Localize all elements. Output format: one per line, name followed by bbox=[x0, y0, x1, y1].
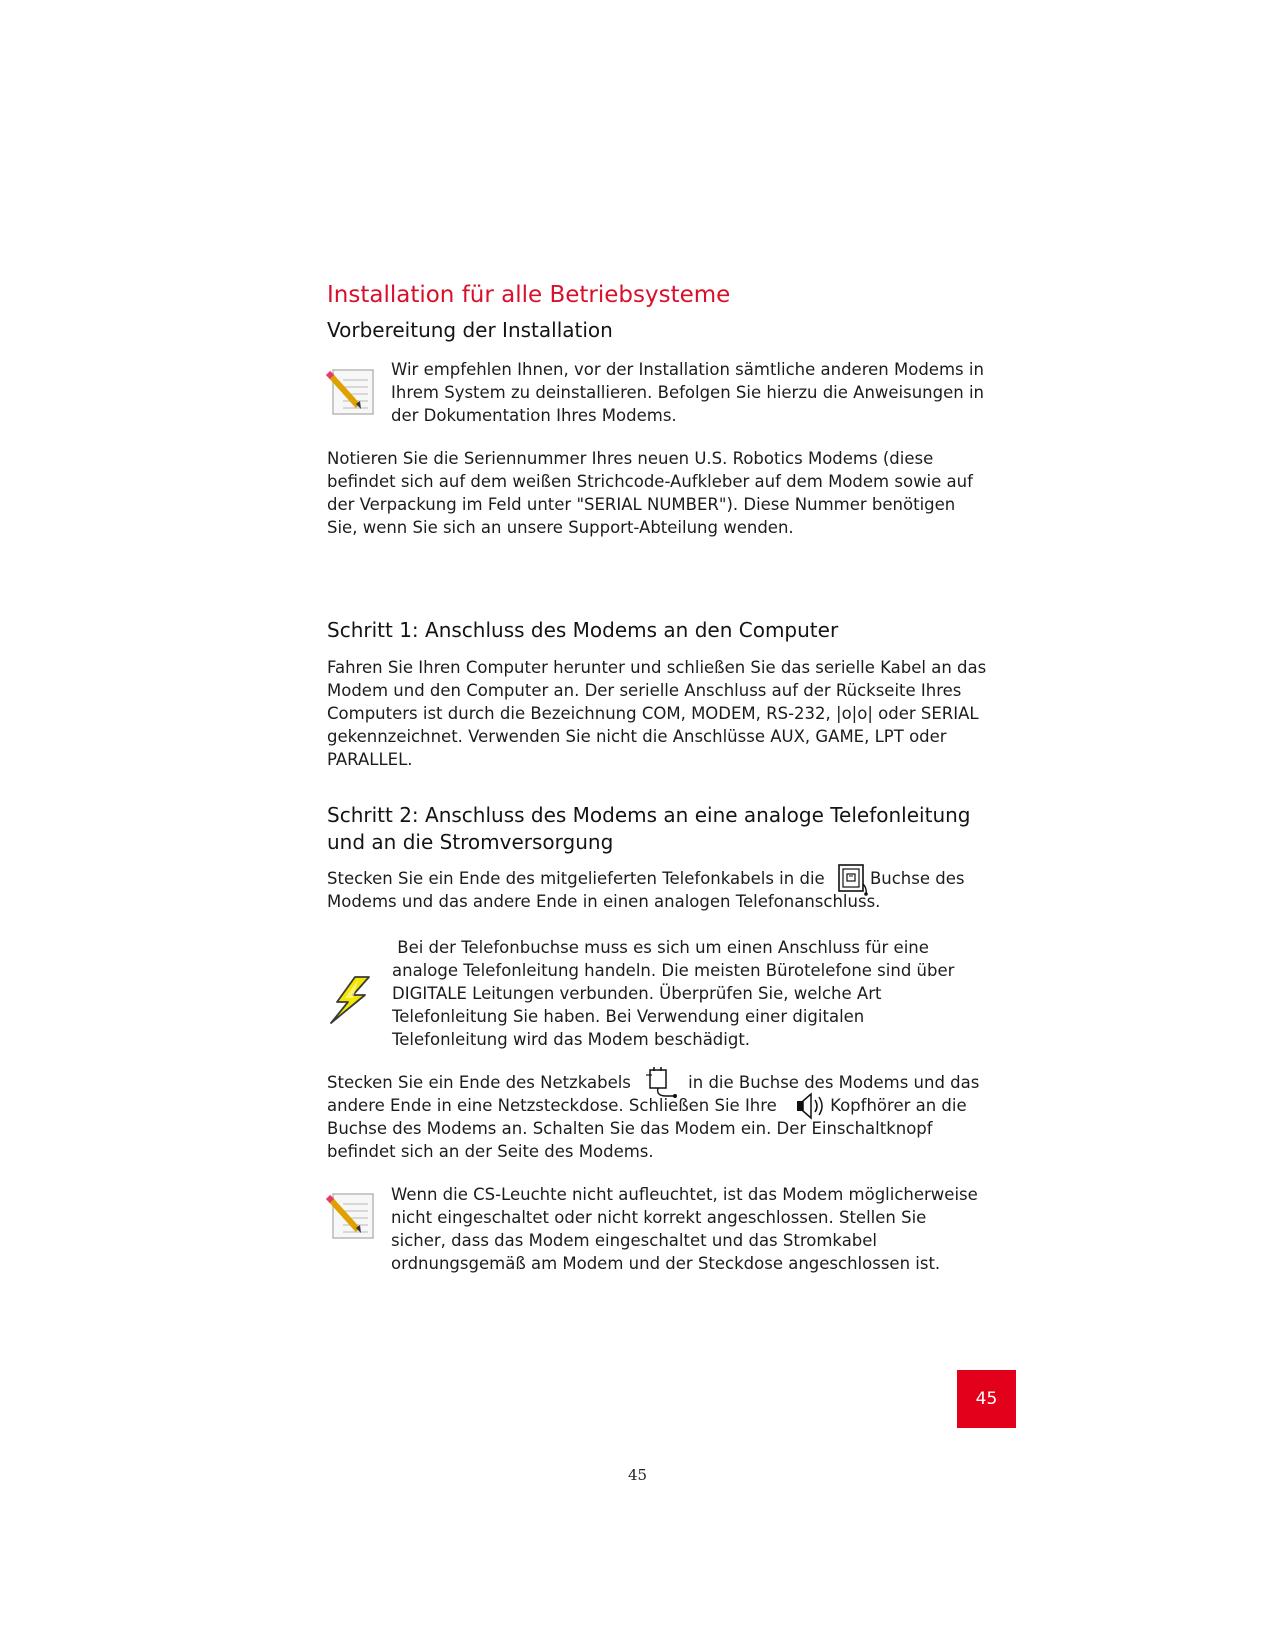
paragraph-line bbox=[327, 867, 964, 890]
paragraph-line bbox=[327, 1094, 979, 1117]
warning-line: DIGITALE Leitungen verbunden. Überprüfen Sie, welche Art bbox=[392, 984, 882, 1003]
paragraph-line bbox=[327, 1071, 979, 1094]
paragraph-phone-cable bbox=[327, 867, 964, 913]
paragraph-line: Modems und das andere Ende in einen analogen Telefonanschluss. bbox=[327, 892, 881, 911]
text-run: Stecken Sie ein Ende des mitgelieferten Telefonkabels in die bbox=[327, 869, 825, 888]
paragraph-line: Computers ist durch die Bezeichnung COM, MODEM, RS-232, |o|o| oder SERIAL bbox=[327, 704, 979, 723]
heading-line: Schritt 2: Anschluss des Modems an eine analoge Telefonleitung bbox=[327, 803, 971, 827]
warning-block-analog-line bbox=[392, 936, 954, 1051]
text-run: Stecken Sie ein Ende des Netzkabels bbox=[327, 1073, 631, 1092]
headphone-speaker-icon bbox=[794, 1091, 830, 1121]
paragraph-power-cable bbox=[327, 1071, 979, 1163]
section-heading-step2 bbox=[327, 802, 971, 856]
note-pencil-icon bbox=[325, 368, 377, 418]
paragraph-line: PARALLEL. bbox=[327, 750, 413, 769]
text-run: Kopfhörer an die bbox=[830, 1096, 967, 1115]
warning-line: analoge Telefonleitung handeln. Die meisten Bürotelefone sind über bbox=[392, 961, 955, 980]
paragraph-line: befindet sich an der Seite des Modems. bbox=[327, 1142, 654, 1161]
paragraph-line: gekennzeichnet. Verwenden Sie nicht die Anschlüsse AUX, GAME, LPT oder bbox=[327, 727, 947, 746]
note-line: der Dokumentation Ihres Modems. bbox=[391, 406, 677, 425]
paragraph-line: befindet sich auf dem weißen Strichcode-Aufkleber auf dem Modem sowie auf bbox=[327, 472, 973, 491]
section-heading-preparation: Vorbereitung der Installation bbox=[327, 318, 613, 342]
paragraph-line: Fahren Sie Ihren Computer herunter und schließen Sie das serielle Kabel an das bbox=[327, 658, 987, 677]
warning-line: Telefonleitung Sie haben. Bei Verwendung einer digitalen bbox=[392, 1007, 865, 1026]
section-heading-step1: Schritt 1: Anschluss des Modems an den Computer bbox=[327, 618, 839, 642]
text-run: Buchse des bbox=[869, 869, 965, 888]
page-title: Installation für alle Betriebsysteme bbox=[327, 282, 731, 308]
text-run: andere Ende in eine Netzsteckdose. Schließen Sie Ihre bbox=[327, 1096, 777, 1115]
note-line: Wenn die CS-Leuchte nicht aufleuchtet, ist das Modem möglicherweise bbox=[391, 1185, 978, 1204]
note-block-cs-light bbox=[391, 1183, 978, 1275]
lightning-warning-icon bbox=[325, 975, 377, 1025]
note-line: Wir empfehlen Ihnen, vor der Installation sämtliche anderen Modems in bbox=[391, 360, 984, 379]
page-number-badge: 45 bbox=[957, 1370, 1016, 1428]
page-footer-number: 45 bbox=[627, 1466, 648, 1484]
note-pencil-icon bbox=[325, 1192, 377, 1242]
warning-line: Bei der Telefonbuchse muss es sich um einen Anschluss für eine bbox=[392, 938, 929, 957]
text-run: in die Buchse des Modems und das bbox=[688, 1073, 980, 1092]
note-line: Ihrem System zu deinstallieren. Befolgen Sie hierzu die Anweisungen in bbox=[391, 383, 985, 402]
note-block-preparation bbox=[391, 358, 984, 427]
paragraph-line: Modem und den Computer an. Der serielle Anschluss auf der Rückseite Ihres bbox=[327, 681, 962, 700]
paragraph-step1 bbox=[327, 656, 986, 771]
paragraph-line: Notieren Sie die Seriennummer Ihres neuen U.S. Robotics Modems (diese bbox=[327, 449, 934, 468]
paragraph-line: der Verpackung im Feld unter "SERIAL NUMBER"). Diese Nummer benötigen bbox=[327, 495, 956, 514]
note-line: sicher, dass das Modem eingeschaltet und das Stromkabel bbox=[391, 1231, 878, 1250]
note-line: nicht eingeschaltet oder nicht korrekt angeschlossen. Stellen Sie bbox=[391, 1208, 927, 1227]
warning-line: Telefonleitung wird das Modem beschädigt. bbox=[392, 1030, 751, 1049]
paragraph-line: Buchse des Modems an. Schalten Sie das Modem ein. Der Einschaltknopf bbox=[327, 1119, 933, 1138]
heading-line: und an die Stromversorgung bbox=[327, 830, 614, 854]
paragraph-line: Sie, wenn Sie sich an unsere Support-Abteilung wenden. bbox=[327, 518, 794, 537]
note-line: ordnungsgemäß am Modem und der Steckdose angeschlossen ist. bbox=[391, 1254, 941, 1273]
paragraph-serial-number bbox=[327, 447, 973, 539]
